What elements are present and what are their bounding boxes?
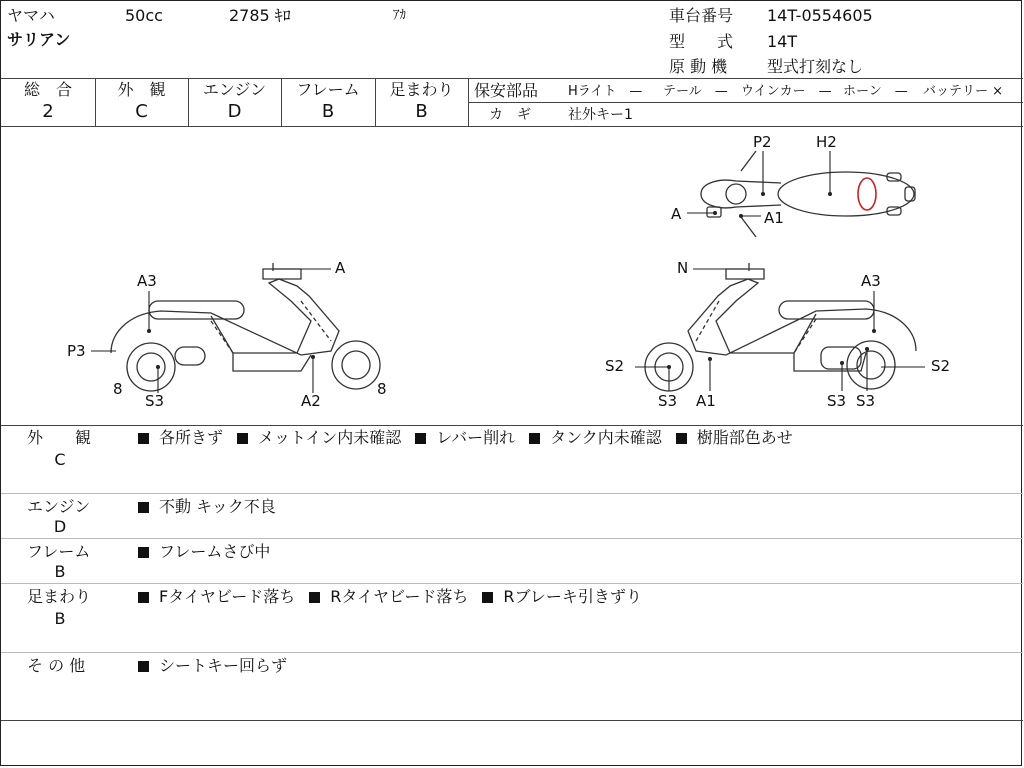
diagram-label: S3 bbox=[856, 392, 876, 410]
diagram-label: A3 bbox=[861, 272, 881, 290]
divider bbox=[1, 78, 1023, 79]
diagram-label: 8 bbox=[113, 380, 123, 398]
engine-label: 原 動 機 bbox=[669, 57, 728, 76]
divider bbox=[1, 583, 1023, 584]
color: ｱｶ bbox=[393, 8, 406, 23]
frame-no-label: 車台番号 bbox=[669, 6, 734, 25]
note-label-other: そ の 他 bbox=[27, 656, 86, 675]
note-label-suspension: 足まわり bbox=[27, 587, 92, 606]
diagram-label: H2 bbox=[816, 133, 837, 151]
note-grade-frame: B bbox=[54, 562, 66, 581]
grade-value-engine: D bbox=[227, 101, 242, 122]
diagram-label: P2 bbox=[753, 133, 772, 151]
safety-taillight: テール — bbox=[663, 84, 728, 99]
scooter-damage-diagram bbox=[1, 127, 1023, 425]
note-grade-exterior: C bbox=[54, 450, 66, 469]
diagram-label: N bbox=[677, 259, 689, 277]
key-value: 社外キー1 bbox=[568, 107, 633, 123]
type-value: 14T bbox=[767, 32, 798, 51]
grade-value-exterior: C bbox=[135, 101, 148, 122]
safety-label: 保安部品 bbox=[474, 81, 539, 100]
diagram-label: S3 bbox=[827, 392, 847, 410]
divider bbox=[1, 652, 1023, 653]
grade-label-overall: 総 合 bbox=[23, 80, 72, 99]
diagram-label: S3 bbox=[658, 392, 678, 410]
diagram-label: A1 bbox=[764, 209, 784, 227]
note-items-frame: フレームさび中 bbox=[138, 542, 270, 562]
diagram-label: P3 bbox=[67, 342, 86, 360]
divider bbox=[1, 720, 1023, 721]
note-grade-suspension: B bbox=[54, 609, 66, 628]
model-name: サリアン bbox=[7, 30, 71, 49]
safety-battery: バッテリー × bbox=[923, 84, 1004, 99]
grade-value-overall: 2 bbox=[42, 101, 54, 122]
grade-label-exterior: 外 観 bbox=[117, 80, 166, 99]
diagram-label: A1 bbox=[696, 392, 716, 410]
divider bbox=[1, 493, 1023, 494]
safety-headlight: Hライト — bbox=[568, 84, 643, 99]
divider bbox=[468, 102, 1023, 103]
mileage: 2785 ｷﾛ bbox=[229, 6, 291, 25]
note-label-exterior: 外 観 bbox=[27, 428, 92, 447]
diagram-label: S2 bbox=[931, 357, 951, 375]
note-label-engine: エンジン bbox=[27, 497, 91, 516]
frame-no: 14T-0554605 bbox=[767, 6, 873, 25]
grade-value-suspension: B bbox=[415, 101, 428, 122]
divider bbox=[1, 425, 1023, 426]
scooter-top-view-icon bbox=[701, 151, 915, 237]
diagram-label: S2 bbox=[605, 357, 625, 375]
diagram-label: A bbox=[671, 205, 682, 223]
divider bbox=[468, 78, 469, 126]
note-label-frame: フレーム bbox=[27, 542, 91, 561]
grade-label-engine: エンジン bbox=[202, 80, 267, 99]
note-items-other: シートキー回らず bbox=[138, 656, 287, 676]
note-items-exterior: 各所きず メットイン内未確認 レバー削れ タンク内未確認 樹脂部色あせ bbox=[138, 428, 793, 448]
red-damage-circle bbox=[858, 178, 876, 210]
diagram-label: 8 bbox=[377, 380, 387, 398]
note-grade-engine: D bbox=[53, 517, 67, 536]
engine-value: 型式打刻なし bbox=[767, 57, 864, 76]
divider bbox=[1, 538, 1023, 539]
displacement: 50cc bbox=[125, 6, 163, 25]
note-items-suspension: Fタイヤビード落ち Rタイヤビード落ち Rブレーキ引きずり bbox=[138, 587, 642, 607]
grade-label-suspension: 足まわり bbox=[389, 80, 454, 99]
diagram-label: A2 bbox=[301, 392, 321, 410]
type-label: 型 式 bbox=[669, 32, 734, 51]
note-items-engine: 不動 キック不良 bbox=[138, 497, 276, 517]
diagram-label: S3 bbox=[145, 392, 165, 410]
safety-horn: ホーン — bbox=[843, 84, 908, 99]
key-label: カ ギ bbox=[489, 107, 531, 123]
grade-label-frame: フレーム bbox=[296, 80, 360, 99]
maker: ヤマハ bbox=[7, 6, 55, 25]
safety-winker: ウインカー — bbox=[741, 84, 832, 99]
diagram-label: A bbox=[335, 259, 346, 277]
grade-value-frame: B bbox=[321, 101, 335, 122]
diagram-label: A3 bbox=[137, 272, 157, 290]
